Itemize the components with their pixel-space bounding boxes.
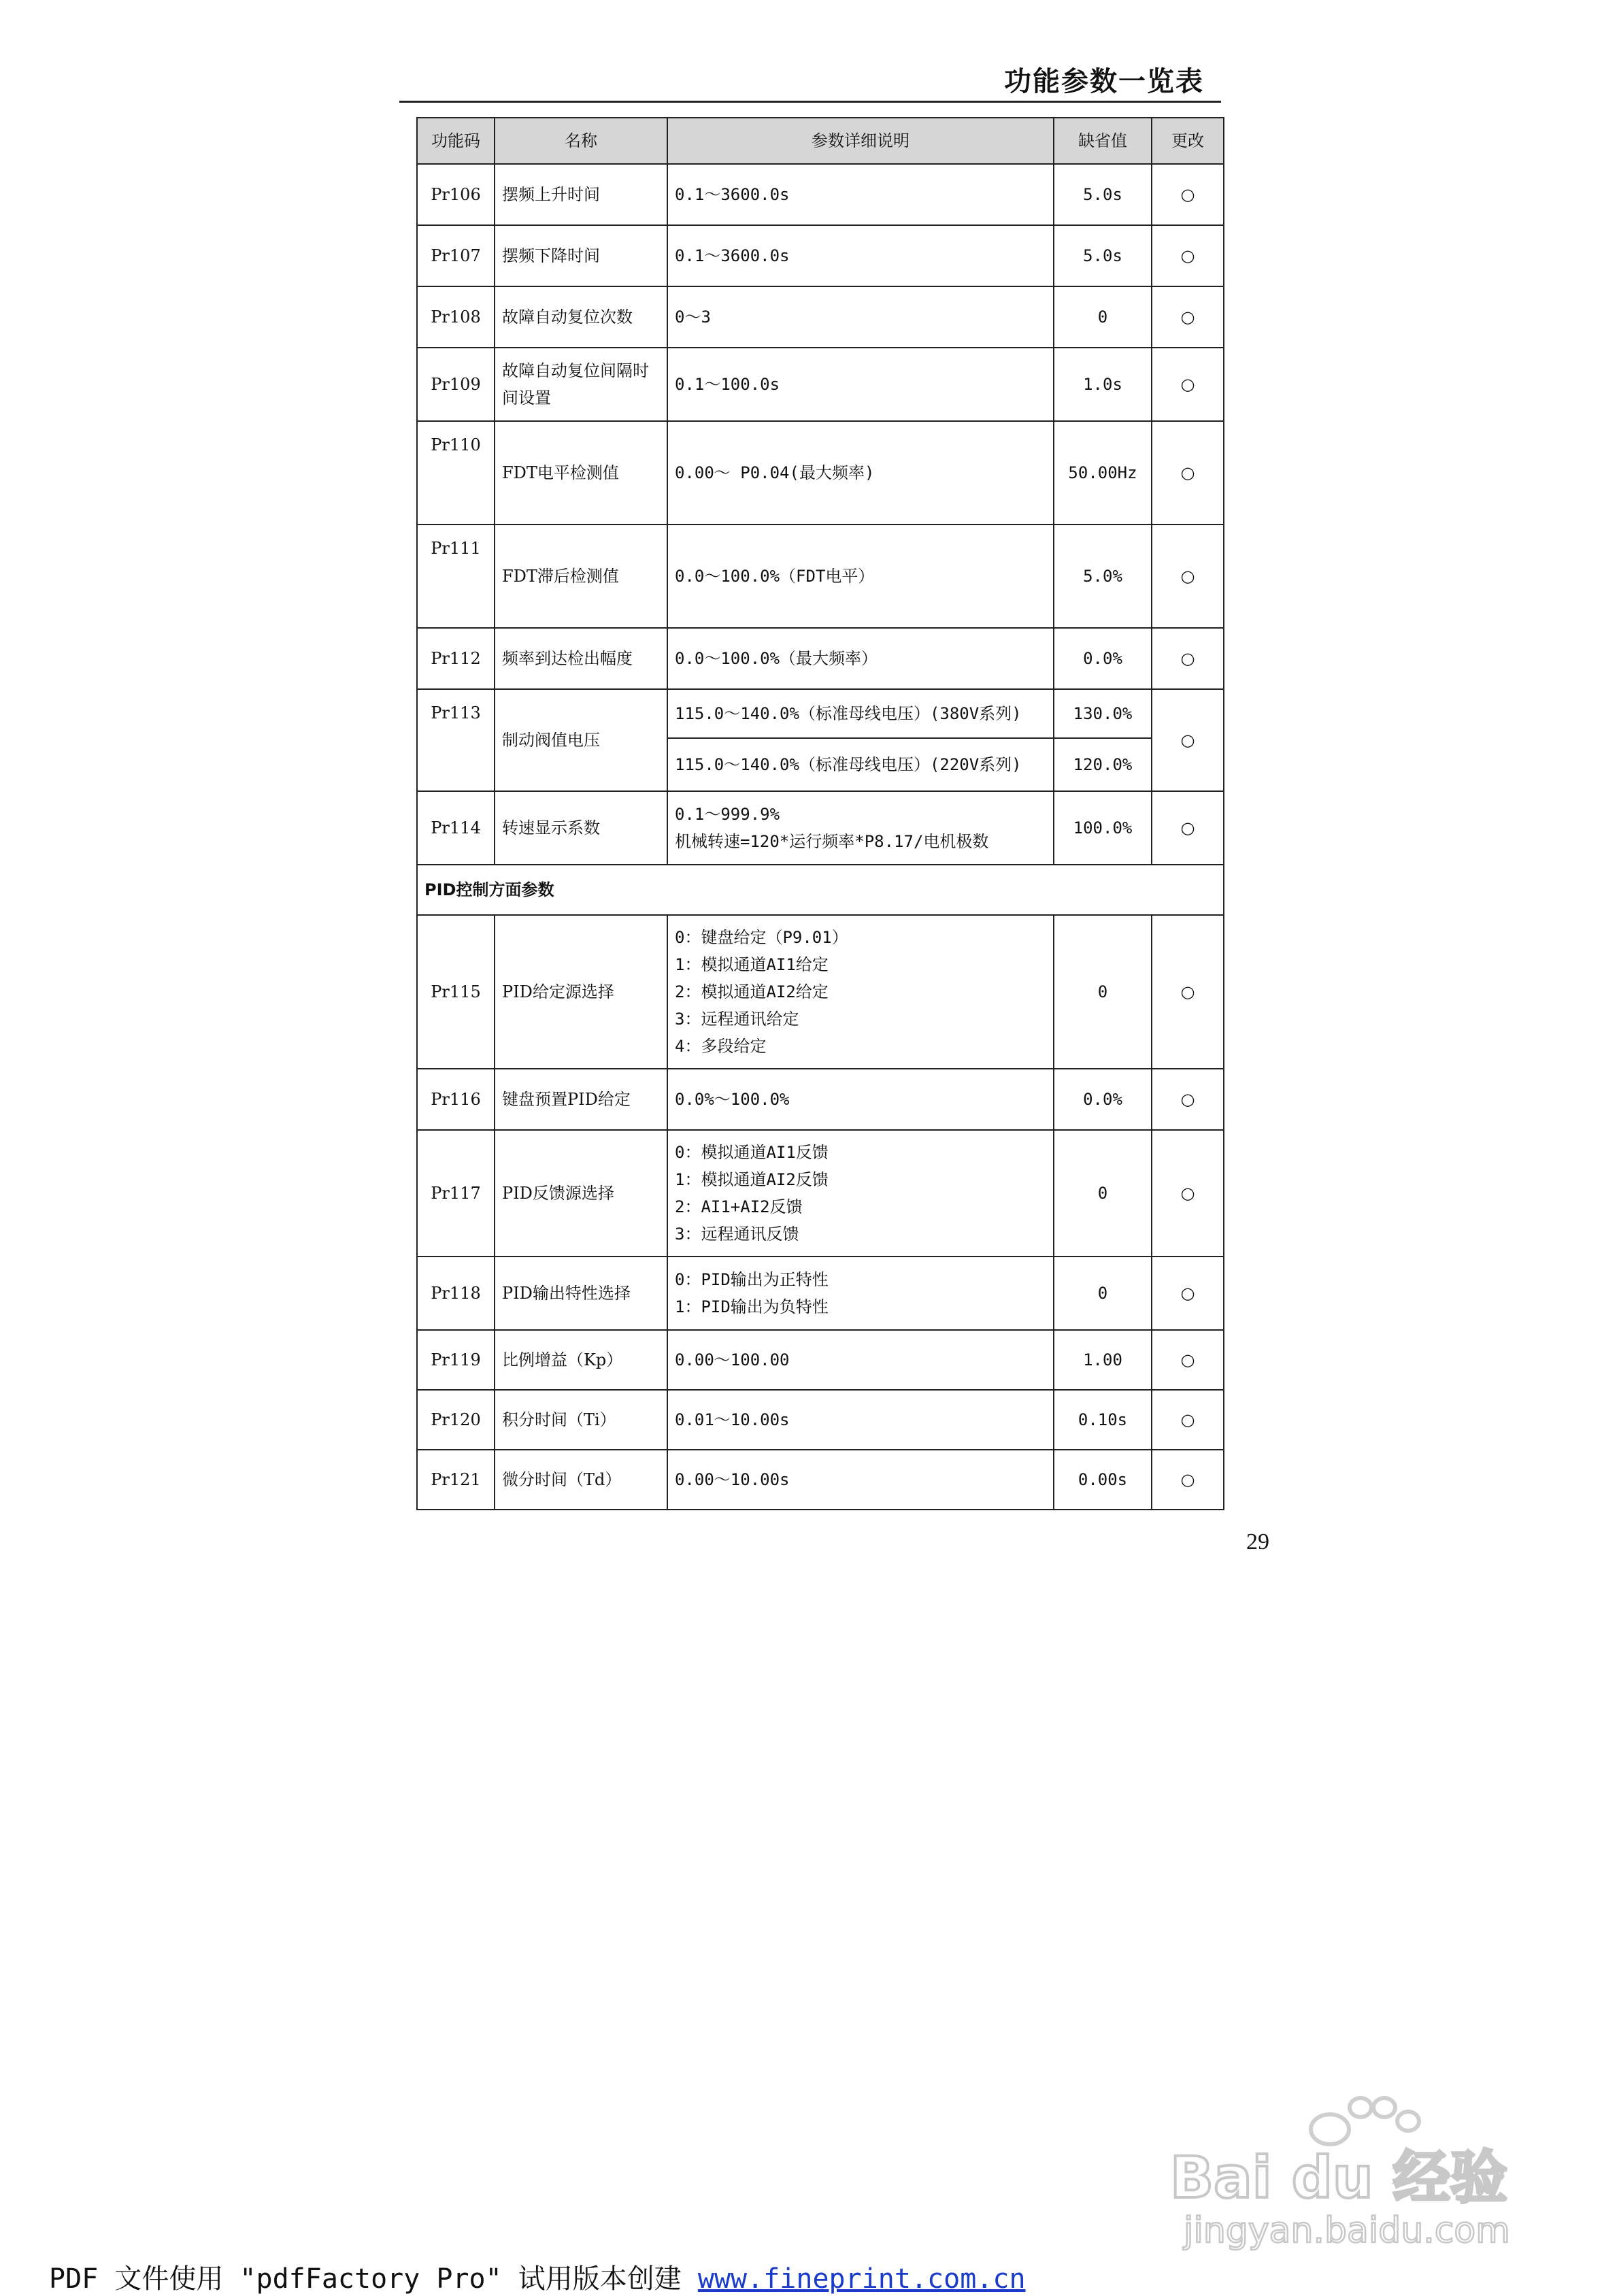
param-default: 5.0s bbox=[1054, 164, 1152, 225]
param-code: Pr106 bbox=[417, 164, 495, 225]
param-name: PID反馈源选择 bbox=[495, 1130, 667, 1257]
param-modifiable-mark: ○ bbox=[1152, 1257, 1224, 1330]
param-modifiable-mark: ○ bbox=[1152, 1069, 1224, 1130]
param-description bbox=[667, 348, 1054, 421]
param-modifiable-mark: ○ bbox=[1152, 225, 1224, 286]
description-line: 0～3 bbox=[675, 307, 711, 327]
table-row bbox=[417, 689, 1224, 738]
param-description bbox=[667, 1069, 1054, 1130]
watermark-url: jingyan.baidu.com bbox=[1184, 2210, 1510, 2251]
table-row bbox=[417, 791, 1224, 865]
param-name: 摆频上升时间 bbox=[495, 164, 667, 225]
description-line: 0.0～100.0%（最大频率） bbox=[675, 649, 878, 668]
description-line: 0：模拟通道AI1反馈 bbox=[675, 1143, 829, 1162]
param-default: 5.0s bbox=[1054, 225, 1152, 286]
param-code: Pr107 bbox=[417, 225, 495, 286]
param-name: 频率到达检出幅度 bbox=[495, 628, 667, 689]
param-description bbox=[667, 1330, 1054, 1390]
param-default: 100.0% bbox=[1054, 791, 1152, 865]
param-code: Pr120 bbox=[417, 1390, 495, 1450]
description-line: 0.01～10.00s bbox=[675, 1410, 790, 1429]
param-default: 0.00s bbox=[1054, 1450, 1152, 1510]
parameter-table bbox=[416, 117, 1224, 1510]
table-row bbox=[417, 421, 1224, 525]
description-line: 0.1～3600.0s bbox=[675, 246, 790, 265]
param-modifiable-mark: ○ bbox=[1152, 791, 1224, 865]
column-header-default: 缺省值 bbox=[1054, 118, 1152, 164]
description-line: 0.00～ P0.04(最大频率) bbox=[675, 463, 875, 482]
param-modifiable-mark: ○ bbox=[1152, 525, 1224, 628]
param-name: 摆频下降时间 bbox=[495, 225, 667, 286]
table-row bbox=[417, 286, 1224, 348]
param-default: 0.10s bbox=[1054, 1390, 1152, 1450]
description-line: 0.0～100.0%（FDT电平） bbox=[675, 567, 875, 586]
param-code: Pr116 bbox=[417, 1069, 495, 1130]
param-name: 微分时间（Td） bbox=[495, 1450, 667, 1510]
column-header-description: 参数详细说明 bbox=[667, 118, 1054, 164]
param-modifiable-mark: ○ bbox=[1152, 348, 1224, 421]
footer-link[interactable]: www.fineprint.com.cn bbox=[697, 2263, 1026, 2295]
param-default: 1.0s bbox=[1054, 348, 1152, 421]
param-default: 0.0% bbox=[1054, 1069, 1152, 1130]
table-row bbox=[417, 1450, 1224, 1510]
param-name: FDT电平检测值 bbox=[495, 421, 667, 525]
param-default: 0 bbox=[1054, 1130, 1152, 1257]
param-description bbox=[667, 791, 1054, 865]
param-default: 130.0% bbox=[1054, 689, 1152, 738]
baidu-jingyan-watermark bbox=[1156, 2082, 1537, 2252]
param-default: 50.00Hz bbox=[1054, 421, 1152, 525]
param-description bbox=[667, 1450, 1054, 1510]
table-row bbox=[417, 915, 1224, 1069]
param-description bbox=[667, 225, 1054, 286]
param-default: 1.00 bbox=[1054, 1330, 1152, 1390]
table-row bbox=[417, 348, 1224, 421]
param-code: Pr115 bbox=[417, 915, 495, 1069]
description-line: 4：多段给定 bbox=[675, 1037, 767, 1056]
table-row bbox=[417, 225, 1224, 286]
param-default: 0 bbox=[1054, 286, 1152, 348]
description-line: 0.00～100.00 bbox=[675, 1350, 790, 1369]
description-line: 2：模拟通道AI2给定 bbox=[675, 982, 829, 1001]
table-row bbox=[417, 525, 1224, 628]
table-row bbox=[417, 1130, 1224, 1257]
param-modifiable-mark: ○ bbox=[1152, 1450, 1224, 1510]
description-line: 3：远程通讯反馈 bbox=[675, 1225, 799, 1244]
param-default: 5.0% bbox=[1054, 525, 1152, 628]
param-description: 115.0～140.0%（标准母线电压）(380V系列) bbox=[667, 689, 1054, 738]
column-header-modify: 更改 bbox=[1152, 118, 1224, 164]
param-description bbox=[667, 1257, 1054, 1330]
section-row bbox=[417, 865, 1224, 915]
param-modifiable-mark: ○ bbox=[1152, 286, 1224, 348]
param-modifiable-mark: ○ bbox=[1152, 628, 1224, 689]
param-description bbox=[667, 164, 1054, 225]
description-line: 0.1～100.0s bbox=[675, 375, 780, 394]
description-line: 1：模拟通道AI2反馈 bbox=[675, 1170, 829, 1189]
param-name: PID输出特性选择 bbox=[495, 1257, 667, 1330]
watermark-brand: Bai du 经验 bbox=[1170, 2144, 1507, 2211]
description-line: 0.00～10.00s bbox=[675, 1470, 790, 1489]
param-code: Pr108 bbox=[417, 286, 495, 348]
column-header-code: 功能码 bbox=[417, 118, 495, 164]
param-name: 积分时间（Ti） bbox=[495, 1390, 667, 1450]
table-row bbox=[417, 628, 1224, 689]
param-name: 比例增益（Kp） bbox=[495, 1330, 667, 1390]
column-header-name: 名称 bbox=[495, 118, 667, 164]
param-description bbox=[667, 1390, 1054, 1450]
param-default: 120.0% bbox=[1054, 738, 1152, 791]
footer-text: PDF 文件使用 "pdfFactory Pro" 试用版本创建 bbox=[49, 2263, 698, 2295]
param-modifiable-mark: ○ bbox=[1152, 1130, 1224, 1257]
table-row bbox=[417, 1257, 1224, 1330]
page-number: 29 bbox=[1246, 1529, 1269, 1554]
param-default: 0 bbox=[1054, 1257, 1152, 1330]
param-name: 故障自动复位次数 bbox=[495, 286, 667, 348]
param-modifiable-mark: ○ bbox=[1152, 1330, 1224, 1390]
param-code: Pr111 bbox=[417, 525, 495, 628]
table-header-row bbox=[417, 118, 1224, 164]
table-row bbox=[417, 1069, 1224, 1130]
param-default: 0.0% bbox=[1054, 628, 1152, 689]
param-modifiable-mark: ○ bbox=[1152, 915, 1224, 1069]
description-line: 1：PID输出为负特性 bbox=[675, 1297, 829, 1316]
header-rule bbox=[399, 101, 1221, 103]
description-line: 0.1～999.9% bbox=[675, 805, 780, 824]
description-line: 0：PID输出为正特性 bbox=[675, 1270, 829, 1289]
description-line: 1：模拟通道AI1给定 bbox=[675, 955, 829, 974]
param-description bbox=[667, 525, 1054, 628]
param-code: Pr117 bbox=[417, 1130, 495, 1257]
param-modifiable-mark: ○ bbox=[1152, 421, 1224, 525]
param-default: 0 bbox=[1054, 915, 1152, 1069]
param-name: FDT滞后检测值 bbox=[495, 525, 667, 628]
pdf-footer bbox=[49, 2257, 1026, 2296]
param-code: Pr119 bbox=[417, 1330, 495, 1390]
param-code: Pr114 bbox=[417, 791, 495, 865]
description-line: 3：远程通讯给定 bbox=[675, 1010, 799, 1029]
page-header-title: 功能参数一览表 bbox=[1004, 66, 1204, 97]
param-description bbox=[667, 915, 1054, 1069]
description-line: 机械转速=120*运行频率*P8.17/电机极数 bbox=[675, 832, 989, 851]
param-code: Pr113 bbox=[417, 689, 495, 791]
param-code: Pr110 bbox=[417, 421, 495, 525]
param-description bbox=[667, 286, 1054, 348]
param-modifiable-mark: ○ bbox=[1152, 164, 1224, 225]
table-row bbox=[417, 164, 1224, 225]
table-row bbox=[417, 1330, 1224, 1390]
description-line: 0.0%～100.0% bbox=[675, 1090, 790, 1109]
param-code: Pr118 bbox=[417, 1257, 495, 1330]
param-description: 115.0～140.0%（标准母线电压）(220V系列) bbox=[667, 738, 1054, 791]
section-heading: PID控制方面参数 bbox=[417, 865, 1224, 915]
param-code: Pr112 bbox=[417, 628, 495, 689]
description-line: 0：键盘给定（P9.01） bbox=[675, 928, 848, 947]
param-name: 故障自动复位间隔时间设置 bbox=[495, 348, 667, 421]
param-description bbox=[667, 1130, 1054, 1257]
param-modifiable-mark: ○ bbox=[1152, 1390, 1224, 1450]
table-row bbox=[417, 1390, 1224, 1450]
param-name: 制动阀值电压 bbox=[495, 689, 667, 791]
param-code: Pr121 bbox=[417, 1450, 495, 1510]
param-code: Pr109 bbox=[417, 348, 495, 421]
param-description bbox=[667, 421, 1054, 525]
param-name: 转速显示系数 bbox=[495, 791, 667, 865]
param-modifiable-mark: ○ bbox=[1152, 689, 1224, 791]
param-name: PID给定源选择 bbox=[495, 915, 667, 1069]
description-line: 0.1～3600.0s bbox=[675, 185, 790, 204]
param-name: 键盘预置PID给定 bbox=[495, 1069, 667, 1130]
param-description bbox=[667, 628, 1054, 689]
description-line: 2：AI1+AI2反馈 bbox=[675, 1197, 803, 1216]
